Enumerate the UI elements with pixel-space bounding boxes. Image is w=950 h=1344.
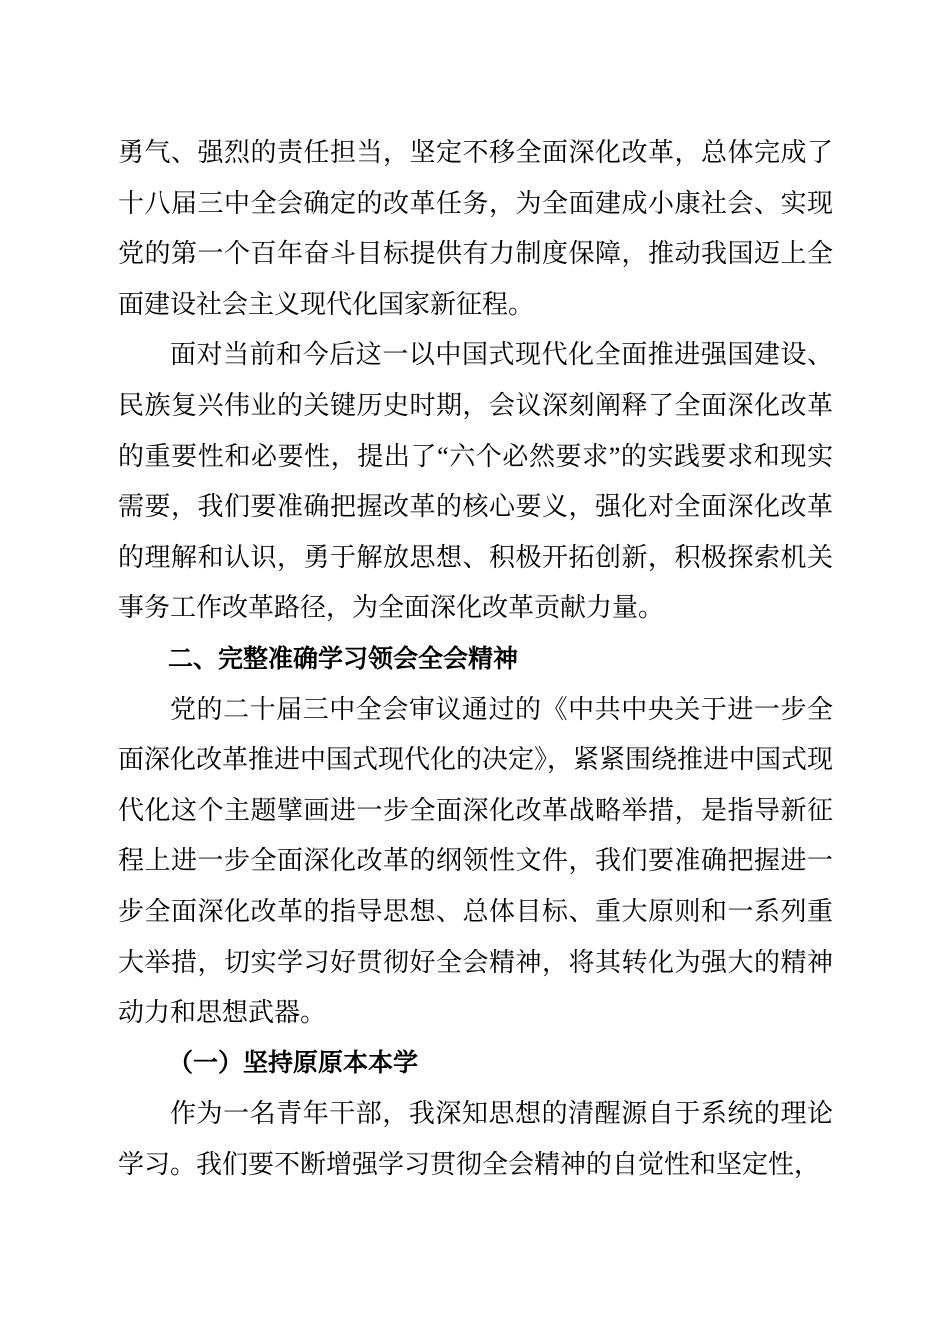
paragraph: 作为一名青年干部，我深知思想的清醒源自于系统的理论学习。我们要不断增强学习贯彻全会精神的自觉性和坚定性， xyxy=(118,1099,833,1179)
paragraph: 面对当前和今后这一以中国式现代化全面推进强国建设、民族复兴伟业的关键历史时期，会议深刻阐释了全面深化改革的重要性和必要性，提出了“六个必然要求”的实践要求和现实需要，我们要准确把握改革的核心要义，强化对全面深化改革的理解和认识，勇于解放思想、积极开拓创新，积极探索机关事务工作改革路径，为全面深化改革贡献力量。 xyxy=(118,340,833,623)
document-body xyxy=(118,128,833,1190)
paragraph: 党的二十届三中全会审议通过的《中共中央关于进一步全面深化改革推进中国式现代化的决定》，紧紧围绕推进中国式现代化这个主题擘画进一步全面深化改革战略举措，是指导新征程上进一步全面深化改革的纲领性文件，我们要准确把握进一步全面深化改革的指导思想、总体目标、重大原则和一系列重大举措，切实学习好贯彻好全会精神，将其转化为强大的精神动力和思想武器。 xyxy=(118,694,834,1028)
paragraph-continuation: 勇气、强烈的责任担当，坚定不移全面深化改革，总体完成了十八届三中全会确定的改革任务，为全面建成小康社会、实现党的第一个百年奋斗目标提供有力制度保障，推动我国迈上全面建设社会主义现代化国家新征程。 xyxy=(118,138,833,319)
subsection-heading: （一）坚持原原本本学 xyxy=(168,1049,419,1077)
section-heading: 二、完整准确学习领会全会精神 xyxy=(168,644,519,673)
